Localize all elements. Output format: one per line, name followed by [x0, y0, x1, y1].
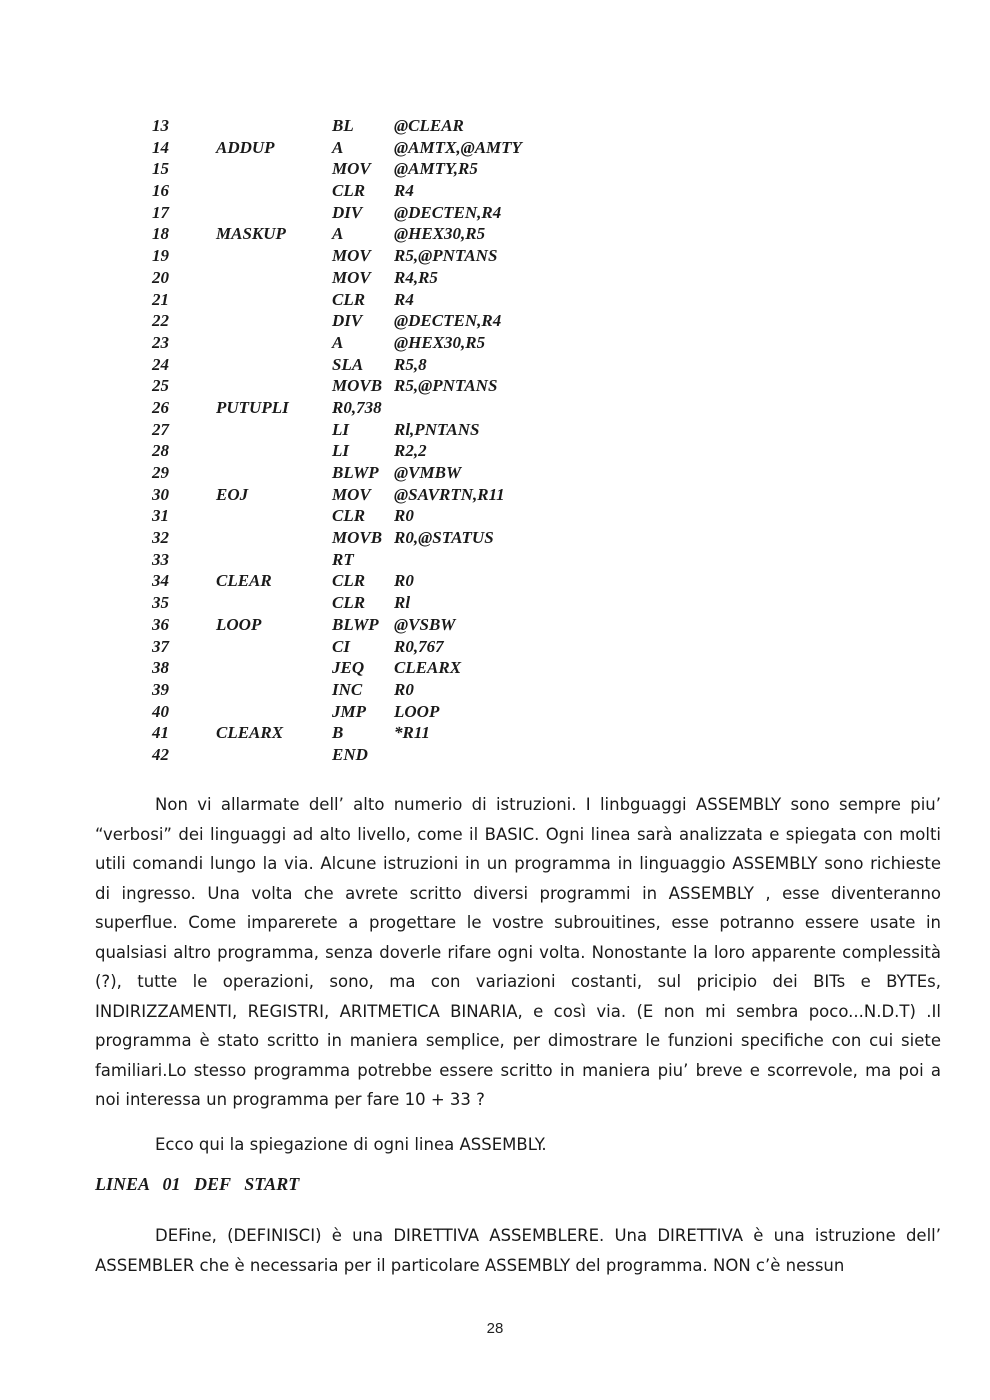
line-operand: *R11: [394, 723, 430, 743]
line-operand: @HEX30,R5: [394, 332, 486, 352]
line-number: 38: [152, 658, 169, 678]
line-number: 25: [152, 376, 169, 396]
line-label: PUTUPLI: [216, 397, 289, 417]
intro-sentence: Ecco qui la spiegazione di ogni linea ASSEMBLY.: [155, 1135, 547, 1154]
line-opcode: MOV: [332, 246, 371, 266]
line-operand: R5,@PNTANS: [394, 246, 498, 266]
line-number: 40: [152, 701, 169, 721]
line-opcode: BLWP: [332, 463, 379, 482]
line-opcode: MOV: [332, 484, 371, 504]
line-number: 39: [152, 679, 169, 699]
line-opcode: BLWP: [332, 614, 379, 634]
line-opcode: A: [332, 137, 344, 157]
line-opcode: CLR: [332, 571, 366, 591]
line-operand: R4: [394, 181, 414, 201]
line-operand: CLEARX: [394, 658, 462, 678]
line-number: 20: [152, 267, 169, 287]
line-operand: R2,2: [394, 441, 427, 461]
line-number: 32: [152, 528, 169, 548]
line-opcode: SLA: [332, 354, 364, 374]
line-opcode: A: [332, 224, 344, 244]
definition-paragraph: DEFine, (DEFINISCI) è una DIRETTIVA ASSEMBLERE. Una DIRETTIVA è una istruzione dell’ ASSEMBLER che è necessaria per il particolare ASSEMBLY del programma. NON c’è nessun: [95, 1226, 941, 1275]
page-number: 28: [486, 1320, 504, 1337]
line-opcode: JEQ: [332, 658, 365, 678]
line-opcode: MOVB: [332, 376, 383, 396]
line-number: 16: [152, 181, 169, 201]
line-number: 13: [152, 116, 169, 135]
line-opcode: JMP: [332, 701, 366, 721]
line-operand: @VMBW: [394, 463, 462, 482]
line-operand: R0: [394, 571, 414, 591]
line-number: 35: [152, 593, 169, 613]
line-opcode: CLR: [332, 289, 366, 309]
line-opcode: RT: [332, 549, 354, 569]
line-operand: @VSBW: [394, 614, 456, 634]
line-number: 22: [152, 311, 169, 331]
line-number: 30: [152, 484, 169, 504]
line-operand: R4,R5: [394, 267, 438, 287]
line-number: 26: [152, 397, 169, 417]
line-number: 31: [152, 506, 169, 526]
line-operand: @SAVRTN,R11: [394, 484, 505, 504]
line-operand: @DECTEN,R4: [394, 311, 502, 331]
line-label: EOJ: [216, 484, 249, 504]
line-operand: R0,767: [394, 636, 444, 656]
line-opcode: MOVB: [332, 528, 383, 548]
line-opcode: MOV: [332, 267, 371, 287]
line-operand: R0: [394, 506, 414, 526]
line-opcode: CLR: [332, 181, 366, 201]
line-number: 41: [152, 723, 169, 743]
line-operand: @AMTY,R5: [394, 159, 478, 179]
line-operand: R4: [394, 289, 414, 309]
line-opcode: LI: [332, 419, 349, 439]
line-opcode: LI: [332, 441, 349, 461]
line-label: ADDUP: [216, 137, 275, 157]
line-operand: @AMTX,@AMTY: [394, 137, 522, 157]
line-opcode: END: [332, 744, 368, 764]
line-number: 15: [152, 159, 169, 179]
line-operand: @CLEAR: [394, 116, 464, 135]
line-opcode: DIV: [332, 202, 363, 222]
line-operand: R5,@PNTANS: [394, 376, 498, 396]
line-number: 33: [152, 549, 169, 569]
line-opcode: INC: [332, 679, 363, 699]
line-number: 21: [152, 289, 169, 309]
line-label: CLEAR: [216, 571, 272, 591]
line-label: LOOP: [216, 614, 262, 634]
line-operand: Rl: [394, 593, 411, 613]
line-operand: LOOP: [394, 701, 440, 721]
line-number: 14: [152, 137, 169, 157]
line-number: 34: [152, 571, 169, 591]
section-heading: LINEA 01 DEF START: [95, 1174, 300, 1194]
line-number: 36: [152, 614, 169, 634]
explanation-paragraph: Non vi allarmate dell’ alto numerio di istruzioni. I linbguaggi ASSEMBLY sono sempre piu’ “verbosi” dei linguaggi ad alto livello, come il BASIC. Ogni linea sarà analizzata e spiegata con molti utili comandi lungo la via. Alcune istruzioni in un programma in linguaggio ASSEMBLY sono richieste di ingresso. Una volta che avrete scritto diversi programmi in ASSEMBLY , esse diventeranno superflue. Come imparerete a progettare le vostre subrouitines, esse potranno essere usate in qualsiasi altro programma, senza doverle rifare ogni volta. Nonostante la loro apparente complessità (?), tutte le operazioni, sono, ma con variazioni costanti, sul pricipio dei BITs e BYTEs, INDIRIZZAMENTI, REGISTRI, ARITMETICA BINARIA, e così via. (E non mi sembra poco...N.D.T) .Il programma è stato scritto in maniera semplice, per dimostrare le funzioni specifiche con cui siete familiari.Lo stesso programma potrebbe essere scritto in maniera piu’ breve e scorrevole, ma poi a noi interessa un programma per fare 10 + 33 ?: [95, 795, 941, 1109]
line-operand: @HEX30,R5: [394, 224, 486, 244]
line-opcode: R0,738: [332, 397, 382, 417]
line-number: 19: [152, 246, 169, 266]
line-opcode: MOV: [332, 159, 371, 179]
line-number: 28: [152, 441, 169, 461]
line-number: 27: [152, 419, 169, 439]
line-opcode: CI: [332, 636, 350, 656]
line-number: 29: [152, 463, 169, 482]
line-number: 24: [152, 354, 169, 374]
line-number: 18: [152, 224, 169, 244]
line-number: 42: [152, 744, 169, 764]
line-label: CLEARX: [216, 723, 284, 743]
line-opcode: BL: [332, 116, 354, 135]
line-opcode: A: [332, 332, 344, 352]
line-label: MASKUP: [216, 224, 286, 244]
line-opcode: DIV: [332, 311, 363, 331]
line-opcode: B: [332, 723, 344, 743]
line-number: 37: [152, 636, 169, 656]
line-operand: R0: [394, 679, 414, 699]
line-operand: Rl,PNTANS: [394, 419, 480, 439]
line-operand: @DECTEN,R4: [394, 202, 502, 222]
line-operand: R5,8: [394, 354, 427, 374]
line-operand: R0,@STATUS: [394, 528, 494, 548]
line-number: 23: [152, 332, 169, 352]
line-opcode: CLR: [332, 506, 366, 526]
line-opcode: CLR: [332, 593, 366, 613]
line-number: 17: [152, 202, 169, 222]
